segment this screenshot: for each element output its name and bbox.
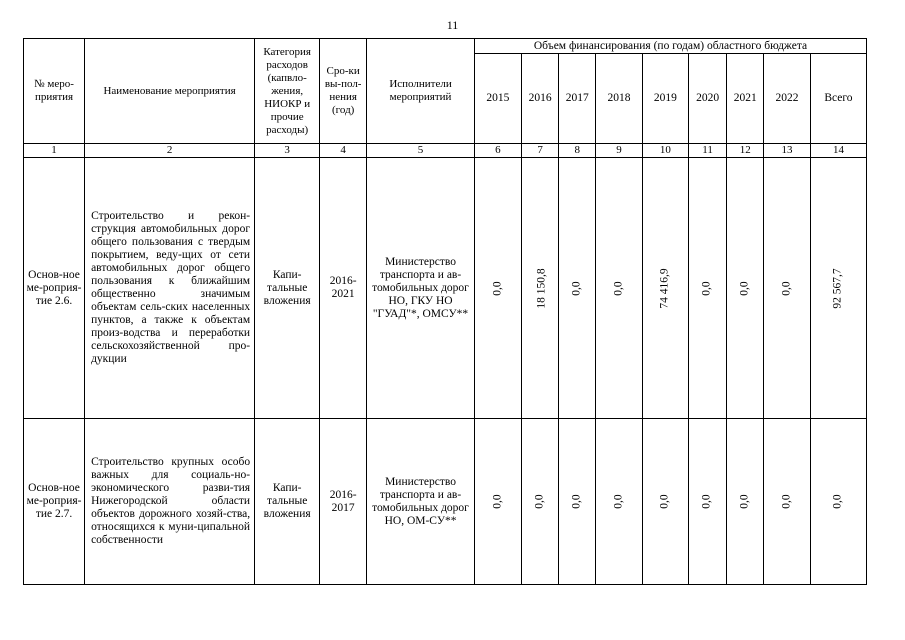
row-total: 92 567,7	[831, 267, 844, 309]
row-value: 0,0	[658, 494, 671, 509]
header-year: 2015	[474, 54, 521, 144]
row-value: 0,0	[612, 494, 625, 509]
row-value-cell	[642, 158, 688, 419]
row-total: 0,0	[831, 494, 844, 509]
header-name: Наименование мероприятия	[85, 39, 255, 144]
row-value: 0,0	[491, 280, 504, 296]
header-year: 2021	[727, 54, 764, 144]
row-value: 0,0	[570, 280, 583, 296]
row-value-cell	[596, 158, 643, 419]
row-number: Основ-ное ме-роприя-тие 2.7.	[24, 419, 85, 585]
row-value-cell	[688, 419, 727, 585]
row-value: 0,0	[701, 494, 714, 509]
funding-table	[23, 38, 867, 585]
column-number: 3	[255, 144, 320, 158]
column-number: 14	[810, 144, 866, 158]
row-value: 0,0	[738, 280, 751, 296]
row-value-cell	[764, 419, 811, 585]
table-row	[24, 158, 867, 419]
row-total-cell	[810, 419, 866, 585]
row-value-cell	[559, 419, 596, 585]
page-number: 11	[446, 18, 459, 32]
header-funding-title: Объем финансирования (по годам) областного бюджета	[474, 39, 866, 54]
row-name	[85, 419, 255, 585]
column-number: 5	[367, 144, 475, 158]
header-terms: Сро-ки вы-пол-нения (год)	[320, 39, 367, 144]
column-number: 4	[320, 144, 367, 158]
row-value: 0,0	[570, 494, 583, 509]
column-number: 6	[474, 144, 521, 158]
row-value: 0,0	[780, 494, 793, 509]
column-numbers-row	[24, 144, 867, 158]
column-number: 9	[596, 144, 643, 158]
header-total: Всего	[810, 54, 866, 144]
row-terms: 2016-2017	[320, 419, 367, 585]
column-number: 10	[642, 144, 688, 158]
row-name	[85, 158, 255, 419]
row-value: 18 150,8	[535, 267, 548, 309]
row-value-cell	[559, 158, 596, 419]
row-value: 74 416,9	[658, 267, 671, 309]
row-value: 0,0	[701, 280, 714, 296]
header-executors: Исполнители мероприятий	[367, 39, 475, 144]
column-number: 8	[559, 144, 596, 158]
column-number: 2	[85, 144, 255, 158]
header-year: 2020	[688, 54, 727, 144]
row-number: Основ-ное ме-роприя-тие 2.6.	[24, 158, 85, 419]
header-year: 2018	[596, 54, 643, 144]
row-value-cell	[521, 158, 559, 419]
header-year: 2016	[521, 54, 559, 144]
column-number: 7	[521, 144, 559, 158]
row-total-cell	[810, 158, 866, 419]
header-year: 2019	[642, 54, 688, 144]
row-category: Капи-тальные вложения	[255, 158, 320, 419]
row-value-cell	[474, 419, 521, 585]
row-value: 0,0	[533, 494, 546, 509]
header-category: Категория расходов (капвло-жения, НИОКР и прочие расходы)	[255, 39, 320, 144]
row-value-cell	[727, 158, 764, 419]
row-value: 0,0	[780, 280, 793, 296]
row-value: 0,0	[738, 494, 751, 509]
row-name-text: Строительство и рекон-струкция автомобильных дорог общего пользования с твердым покрытием, веду-щих от сети автомобильных дорог общего пользования к ближайшим общественно значимым объектам сель-ских населенных пунктов, а также к объектам произ-водства и переработки сельскохозяйственной про-дукции	[91, 210, 251, 365]
row-value-cell	[688, 158, 727, 419]
row-terms: 2016-2021	[320, 158, 367, 419]
column-number: 12	[727, 144, 764, 158]
table-row	[24, 419, 867, 585]
row-value-cell	[764, 158, 811, 419]
row-value-cell	[727, 419, 764, 585]
row-value-cell	[596, 419, 643, 585]
column-number: 1	[24, 144, 85, 158]
column-number: 11	[688, 144, 727, 158]
row-value: 0,0	[612, 280, 625, 296]
header-year: 2022	[764, 54, 811, 144]
row-name-text: Строительство крупных особо важных для социаль-но-экономического разви-тия Нижегородской области объектов дорожного хозяй-ства, относящихся к муни-ципальной собственности	[91, 456, 251, 546]
header-year: 2017	[559, 54, 596, 144]
row-value: 0,0	[491, 494, 504, 509]
column-number: 13	[764, 144, 811, 158]
header-number: № меро-приятия	[24, 39, 85, 144]
row-value-cell	[521, 419, 559, 585]
row-value-cell	[474, 158, 521, 419]
row-category: Капи-тальные вложения	[255, 419, 320, 585]
row-executors: Министерство транспорта и ав-томобильных дорог НО, ОМ-СУ**	[367, 419, 475, 585]
row-value-cell	[642, 419, 688, 585]
row-executors: Министерство транспорта и ав-томобильных дорог НО, ГКУ НО "ГУАД"*, ОМСУ**	[367, 158, 475, 419]
